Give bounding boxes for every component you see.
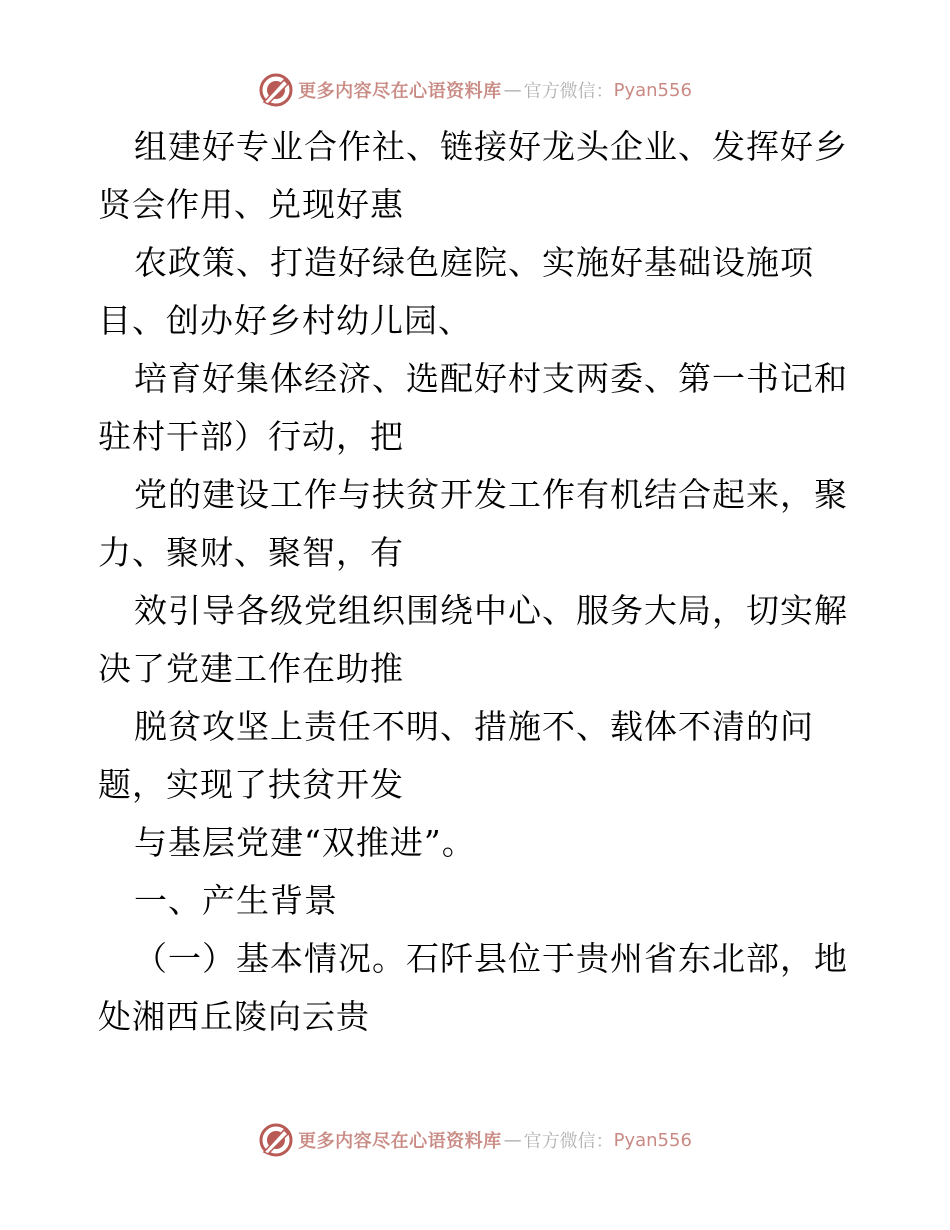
text-line: 贤会作用、兑现好惠: [98, 185, 404, 224]
text-line: 培育好集体经济、选配好村支两委、第一书记和: [134, 359, 848, 398]
text-line: 脱贫攻坚上责任不明、措施不、载体不清的问: [134, 707, 814, 746]
watermark-site-text: 更多内容尽在心语资料库: [298, 81, 502, 102]
watermark-contact-label: 官方微信：: [523, 81, 614, 102]
watermark-dash: —: [503, 1129, 522, 1151]
text-line: 农政策、打造好绿色庭院、实施好基础设施项: [134, 243, 814, 282]
watermark-contact-id: Pyan556: [613, 1129, 692, 1151]
text-line: （一）基本情况。石阡县位于贵州省东北部，地: [134, 939, 848, 978]
text-line: 效引导各级党组织围绕中心、服务大局，切实解: [134, 591, 848, 630]
text-line: 决了党建工作在助推: [98, 649, 404, 688]
text-line: 组建好专业合作社、链接好龙头企业、发挥好乡: [134, 127, 848, 166]
watermark-dash: —: [503, 79, 522, 101]
document-body: [98, 118, 858, 1046]
watermark-contact-id: Pyan556: [613, 79, 692, 101]
header-watermark: [0, 70, 950, 110]
text-line: 与基层党建“双推进”。: [134, 823, 476, 862]
watermark-contact-label: 官方微信：: [523, 1131, 614, 1152]
text-line: 处湘西丘陵向云贵: [98, 997, 370, 1036]
text-line: 题，实现了扶贫开发: [98, 765, 404, 804]
text-line: 驻村干部）行动，把: [98, 417, 404, 456]
watermark-site-text: 更多内容尽在心语资料库: [298, 1131, 502, 1152]
section-heading: 一、产生背景: [134, 881, 338, 920]
footer-watermark: [0, 1120, 950, 1160]
text-line: 党的建设工作与扶贫开发工作有机结合起来，聚: [134, 475, 848, 514]
text-line: 力、聚财、聚智，有: [98, 533, 404, 572]
pen-logo-icon: [258, 72, 294, 108]
text-line: 目、创办好乡村幼儿园、: [98, 301, 472, 340]
pen-logo-icon: [258, 1122, 294, 1158]
